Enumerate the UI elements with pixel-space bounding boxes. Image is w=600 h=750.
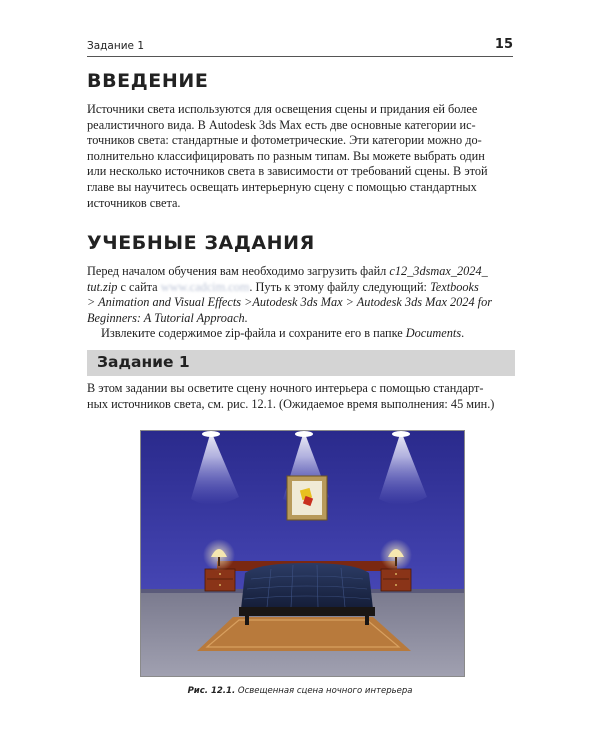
drawer-knob	[395, 573, 397, 575]
intro-line: реалистичного вида. В Autodesk 3ds Max есть две основные категории ис-	[87, 117, 476, 132]
website-link[interactable]: www.cadcim.com	[160, 279, 250, 294]
figure-12-1	[140, 430, 465, 677]
tasks-text: Перед началом обучения вам необходимо загрузить файл	[87, 264, 390, 278]
drawer-knob	[219, 584, 221, 586]
drawer-knob	[395, 584, 397, 586]
file-name-cont: tut.zip	[87, 279, 118, 294]
file-name: c12_3dsmax_2024_	[389, 264, 488, 278]
task1-title: Задание 1	[97, 353, 190, 371]
task1-line: ных источников света, см. рис. 12.1. (Ожидаемое время выполнения: 45 мин.)	[87, 396, 495, 411]
path-start: Textbooks	[430, 279, 479, 294]
nightstand-right	[381, 569, 411, 591]
task1-title-bar	[87, 350, 515, 376]
path-middle: > Animation and Visual Effects >Autodesk 3ds Max > Autodesk 3ds Max 2024 for	[87, 295, 493, 310]
spotlight-right	[392, 431, 410, 437]
intro-line: полнительно классифицировать по разным типам. Вы можете выбрать один	[87, 148, 485, 163]
bed-frame	[239, 607, 375, 616]
intro-line: точников света: стандартные и фотометрические. Эти категории можно до-	[87, 133, 482, 148]
caption-label: Рис. 12.1.	[187, 686, 236, 696]
lamp-stand-right	[395, 557, 397, 566]
folder-name: Documents	[405, 326, 462, 341]
tasks-heading: УЧЕБНЫЕ ЗАДАНИЯ	[87, 232, 315, 254]
page-header	[87, 38, 513, 54]
spotlight-left	[202, 431, 220, 437]
intro-line: источников света.	[87, 195, 181, 210]
tasks-text: .	[461, 326, 465, 341]
tasks-text: Извлеките содержимое zip-файла и сохраните его в папке	[101, 326, 406, 341]
nightstand-left	[205, 569, 235, 591]
task1-line: В этом задании вы осветите сцену ночного интерьера с помощью стандарт-	[87, 381, 484, 395]
lamp-stand-left	[218, 557, 220, 566]
header-rule	[87, 56, 513, 57]
path-end: Beginners: A Tutorial Approach.	[87, 310, 248, 325]
page-number: 15	[494, 37, 513, 52]
tasks-line	[87, 280, 515, 296]
extract-line	[87, 326, 515, 342]
intro-heading: ВВЕДЕНИЕ	[87, 70, 209, 92]
tasks-line	[87, 295, 515, 311]
intro-line: Источники света используются для освещения сцены и придания ей более	[87, 102, 478, 116]
tasks-text: . Путь к этому файлу следующий:	[249, 279, 431, 294]
tasks-paragraph	[87, 264, 515, 342]
spotlight-center	[295, 431, 313, 437]
bed-leg	[365, 615, 369, 625]
tasks-text: с сайта	[117, 279, 161, 294]
tasks-line	[87, 264, 515, 280]
bedroom-render	[141, 431, 464, 676]
caption-text: Освещенная сцена ночного интерьера	[235, 686, 413, 696]
drawer-knob	[219, 573, 221, 575]
intro-line: главе вы научитесь освещать интерьерную сцену с помощью стандартных	[87, 179, 477, 194]
intro-line: или несколько источников света в зависимости от требований сцены. В этой	[87, 164, 488, 179]
running-head: Задание 1	[87, 40, 145, 52]
tasks-line	[87, 311, 515, 327]
figure-caption	[0, 686, 600, 696]
intro-paragraph	[87, 102, 515, 211]
bed-leg	[245, 615, 249, 625]
task1-paragraph	[87, 381, 515, 412]
